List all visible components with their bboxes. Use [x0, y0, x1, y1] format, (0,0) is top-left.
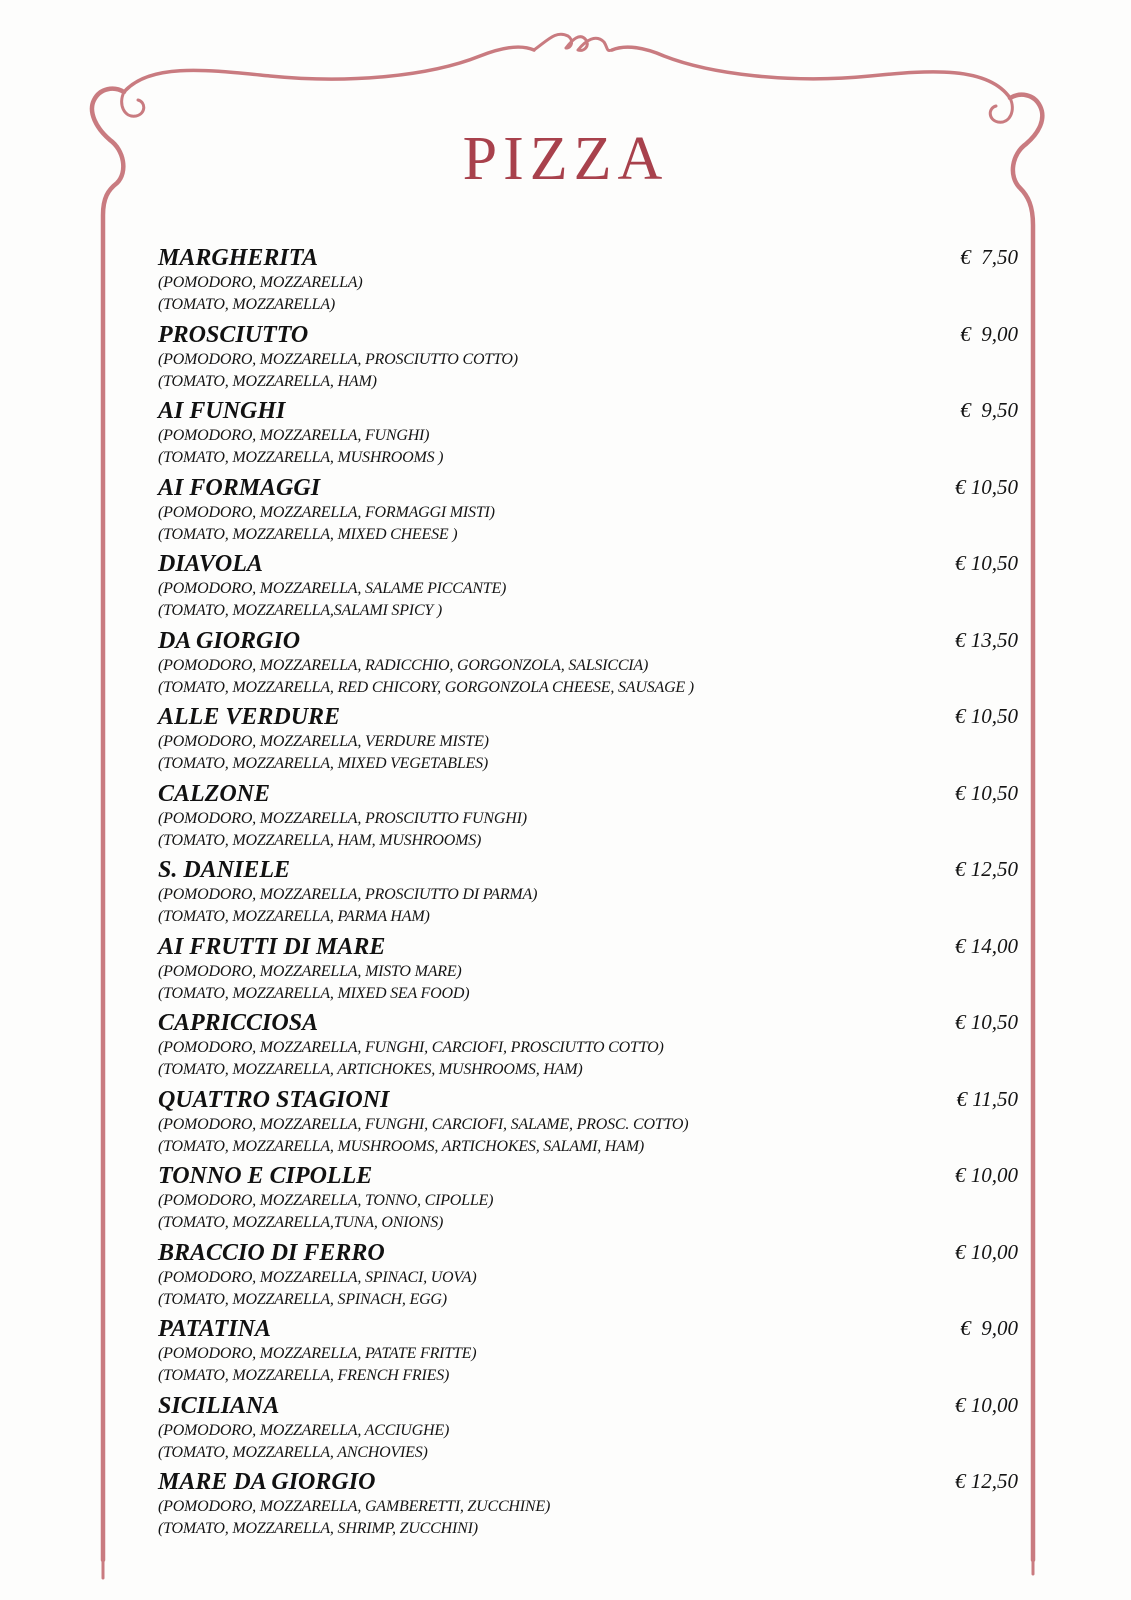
item-ingredients-english: (TOMATO, MOZZARELLA, HAM, MUSHROOMS)	[158, 831, 482, 849]
item-price: € 13,50	[955, 627, 1018, 652]
item-ingredients-italian: (POMODORO, MOZZARELLA, RADICCHIO, GORGONZOLA, SALSICCIA)	[158, 656, 649, 674]
item-ingredients-italian: (POMODORO, MOZZARELLA, SPINACI, UOVA)	[158, 1268, 477, 1286]
item-ingredients-english: (TOMATO, MOZZARELLA, ARTICHOKES, MUSHROOMS, HAM)	[158, 1061, 583, 1078]
item-name: DA GIORGIO	[158, 627, 301, 654]
menu-item	[158, 703, 1038, 780]
item-name: SICILIANA	[158, 1392, 280, 1419]
item-ingredients-italian: (POMODORO, MOZZARELLA, GAMBERETTI, ZUCCHINE)	[158, 1498, 551, 1515]
item-price: € 10,00	[955, 1392, 1018, 1417]
menu-item	[158, 321, 1038, 398]
item-ingredients-italian: (POMODORO, MOZZARELLA, MISTO MARE)	[158, 962, 462, 980]
item-ingredients-english: (TOMATO, MOZZARELLA, PARMA HAM)	[158, 908, 430, 925]
item-name: TONNO E CIPOLLE	[158, 1163, 373, 1189]
item-ingredients-italian: (POMODORO, MOZZARELLA, VERDURE MISTE)	[158, 733, 489, 750]
pizza-list	[158, 244, 1038, 1545]
item-ingredients-italian: (POMODORO, MOZZARELLA, FUNGHI, CARCIOFI, SALAME, PROSC. COTTO)	[158, 1115, 689, 1133]
item-ingredients-italian: (POMODORO, MOZZARELLA, PROSCIUTTO FUNGHI)	[158, 809, 527, 827]
item-ingredients-english: (TOMATO, MOZZARELLA, FRENCH FRIES)	[158, 1367, 450, 1384]
item-name: DIAVOLA	[158, 551, 263, 577]
menu-item	[158, 1086, 1038, 1163]
item-price: € 10,50	[955, 704, 1018, 728]
menu-item	[158, 397, 1038, 474]
item-ingredients-english: (TOMATO, MOZZARELLA, HAM)	[158, 372, 377, 390]
item-ingredients-english: (TOMATO, MOZZARELLA, MIXED SEA FOOD)	[158, 984, 470, 1002]
item-ingredients-english: (TOMATO, MOZZARELLA, MUSHROOMS, ARTICHOKES, SALAMI, HAM)	[158, 1137, 644, 1155]
item-ingredients-italian: (POMODORO, MOZZARELLA, ACCIUGHE)	[158, 1421, 450, 1439]
item-price: € 9,50	[960, 398, 1018, 422]
item-price: € 10,50	[955, 551, 1018, 575]
item-name: AI FORMAGGI	[158, 474, 321, 501]
menu-item	[158, 780, 1038, 857]
item-ingredients-english: (TOMATO, MOZZARELLA, MIXED CHEESE )	[158, 525, 458, 543]
item-name: PROSCIUTTO	[158, 321, 309, 348]
item-ingredients-italian: (POMODORO, MOZZARELLA, FORMAGGI MISTI)	[158, 503, 495, 521]
menu-item	[158, 1392, 1038, 1469]
item-ingredients-english: (TOMATO, MOZZARELLA,SALAMI SPICY )	[158, 602, 443, 619]
frame-top-right-arch	[612, 47, 1010, 98]
item-ingredients-english: (TOMATO, MOZZARELLA, RED CHICORY, GORGONZOLA CHEESE, SAUSAGE )	[158, 678, 694, 696]
item-price: € 9,00	[960, 321, 1018, 346]
menu-item	[158, 1009, 1038, 1086]
item-ingredients-italian: (POMODORO, MOZZARELLA, PATATE FRITTE)	[158, 1345, 477, 1362]
frame-left-rail	[92, 89, 124, 1560]
item-price: € 7,50	[960, 245, 1018, 269]
frame-left-hook	[122, 92, 144, 116]
menu-item	[158, 856, 1038, 933]
menu-item	[158, 1315, 1038, 1392]
item-price: € 12,50	[955, 857, 1018, 881]
item-name: CALZONE	[158, 780, 271, 807]
item-ingredients-italian: (POMODORO, MOZZARELLA, FUNGHI, CARCIOFI, PROSCIUTTO COTTO)	[158, 1039, 664, 1056]
item-ingredients-italian: (POMODORO, MOZZARELLA)	[158, 274, 363, 291]
item-name: AI FRUTTI DI MARE	[158, 933, 386, 960]
item-name: ALLE VERDURE	[158, 704, 341, 730]
item-ingredients-english: (TOMATO, MOZZARELLA)	[158, 296, 336, 313]
menu-item	[158, 550, 1038, 627]
item-ingredients-italian: (POMODORO, MOZZARELLA, SALAME PICCANTE)	[158, 580, 507, 597]
item-price: € 11,50	[956, 1086, 1018, 1111]
item-name: PATATINA	[158, 1316, 271, 1342]
item-ingredients-italian: (POMODORO, MOZZARELLA, TONNO, CIPOLLE)	[158, 1192, 494, 1209]
frame-right-hook	[990, 98, 1012, 122]
item-price: € 10,00	[955, 1163, 1018, 1187]
item-price: € 9,00	[960, 1316, 1018, 1340]
menu-title: PIZZA	[462, 125, 669, 193]
menu-item	[158, 1239, 1038, 1316]
item-name: BRACCIO DI FERRO	[158, 1239, 385, 1266]
menu-item	[158, 244, 1038, 321]
item-name: S. DANIELE	[158, 857, 291, 883]
item-ingredients-english: (TOMATO, MOZZARELLA, SPINACH, EGG)	[158, 1290, 447, 1308]
item-price: € 10,50	[955, 1010, 1018, 1034]
menu-item	[158, 933, 1038, 1010]
menu-item	[158, 1468, 1038, 1545]
menu-item	[158, 627, 1038, 704]
menu-item	[158, 474, 1038, 551]
item-price: € 12,50	[955, 1469, 1018, 1493]
item-ingredients-english: (TOMATO, MOZZARELLA, ANCHOVIES)	[158, 1443, 428, 1461]
item-price: € 14,00	[955, 933, 1018, 958]
item-ingredients-english: (TOMATO, MOZZARELLA, MUSHROOMS )	[158, 449, 444, 466]
item-ingredients-english: (TOMATO, MOZZARELLA,TUNA, ONIONS)	[158, 1214, 444, 1231]
frame-top-left-arch	[124, 47, 534, 92]
item-name: MARGHERITA	[158, 245, 319, 271]
frame-top-crest	[534, 34, 612, 50]
item-ingredients-italian: (POMODORO, MOZZARELLA, PROSCIUTTO DI PARMA)	[158, 886, 538, 903]
item-name: CAPRICCIOSA	[158, 1010, 319, 1036]
menu-item	[158, 1162, 1038, 1239]
item-ingredients-english: (TOMATO, MOZZARELLA, SHRIMP, ZUCCHINI)	[158, 1520, 478, 1537]
item-price: € 10,50	[955, 780, 1018, 805]
item-name: QUATTRO STAGIONI	[158, 1086, 390, 1113]
item-ingredients-italian: (POMODORO, MOZZARELLA, FUNGHI)	[158, 427, 430, 444]
item-name: AI FUNGHI	[158, 398, 286, 424]
item-price: € 10,00	[955, 1239, 1018, 1264]
item-name: MARE DA GIORGIO	[158, 1469, 376, 1495]
item-ingredients-english: (TOMATO, MOZZARELLA, MIXED VEGETABLES)	[158, 755, 489, 772]
item-price: € 10,50	[955, 474, 1018, 499]
item-ingredients-italian: (POMODORO, MOZZARELLA, PROSCIUTTO COTTO)	[158, 350, 518, 368]
